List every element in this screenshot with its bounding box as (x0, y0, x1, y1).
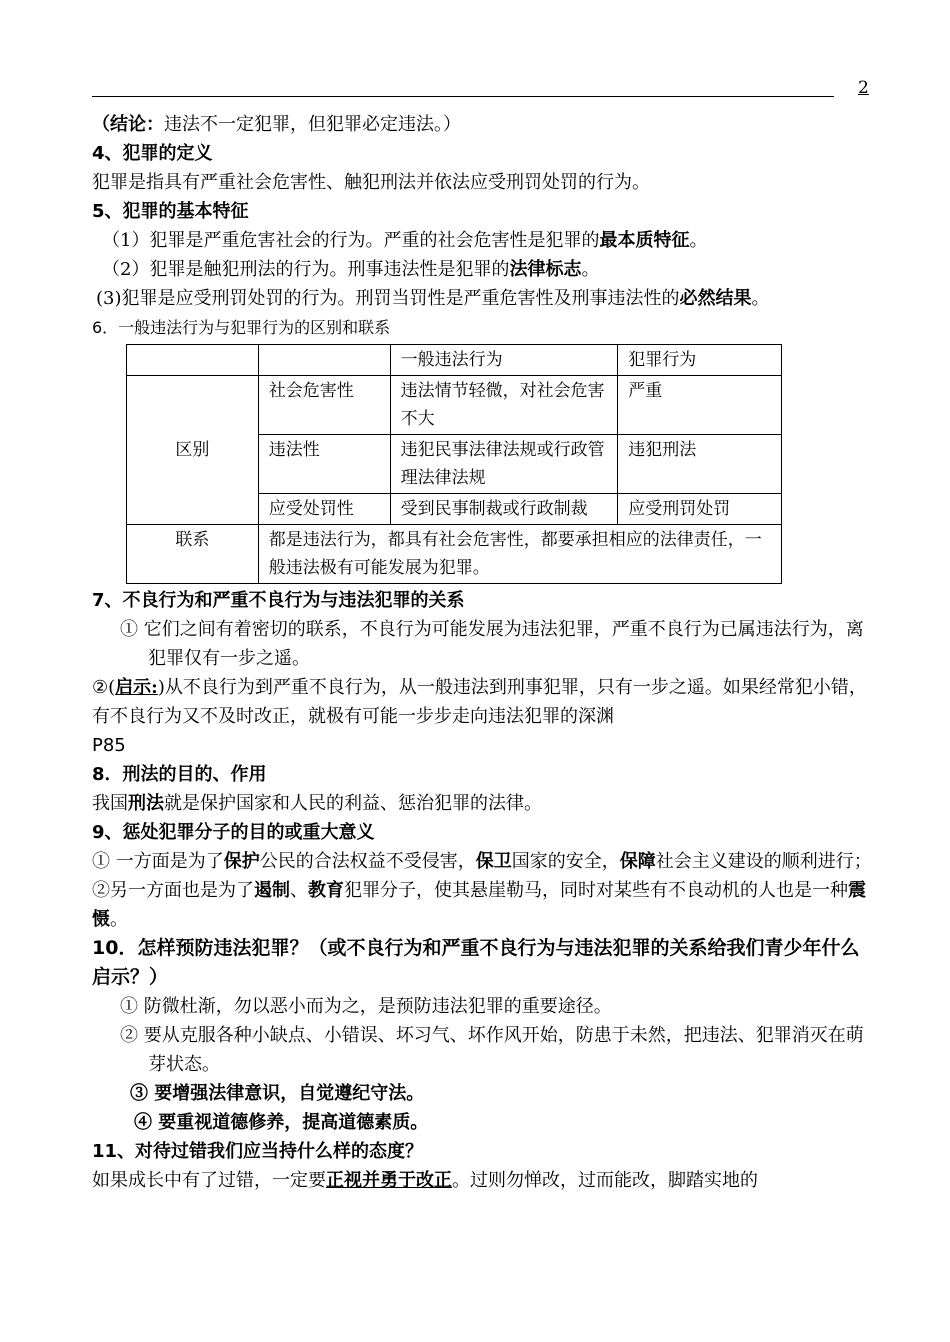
general-cell: 违犯民事法律法规或行政管理法律法规 (390, 435, 618, 494)
section-10-point-1: ① 防微杜渐，勿以恶小而为之，是预防违法犯罪的重要途径。 (120, 996, 612, 1017)
section-7-title: 7、不良行为和严重不良行为与违法犯罪的关系 (92, 590, 465, 611)
section-8-title: 8．刑法的目的、作用 (92, 764, 267, 785)
crime-cell: 严重 (618, 376, 782, 435)
section-10-point-3: ③ 要增强法律意识，自觉遵纪守法。 (130, 1083, 425, 1104)
col-general: 一般违法行为 (390, 345, 618, 376)
aspect-cell: 社会危害性 (258, 376, 390, 435)
page-number: 2 (858, 78, 869, 98)
section-9-title: 9、惩处犯罪分子的目的或重大意义 (92, 822, 375, 843)
section-10-point-2: ② 要从克服各种小缺点、小错误、坏习气、坏作风开始，防患于未然，把违法、犯罪消灭在萌芽状态。 (120, 1025, 864, 1075)
comparison-table (126, 344, 782, 584)
section-7-point-2: ②(启示:)从不良行为到严重不良行为，从一般违法到刑事犯罪，只有一步之遥。如果经常犯小错，有不良行为又不及时改正，就极有可能一步步走向违法犯罪的深渊 P85 (92, 677, 867, 756)
header-rule (92, 96, 834, 97)
document-body (92, 110, 872, 1195)
section-4-title: 4、犯罪的定义 (92, 143, 213, 164)
table-row-link (127, 525, 782, 584)
section-11-title: 11、对待过错我们应当持什么样的态度？ (92, 1141, 424, 1162)
col-crime: 犯罪行为 (618, 345, 782, 376)
section-8-text: 我国刑法就是保护国家和人民的利益、惩治犯罪的法律。 (92, 793, 542, 814)
section-7-point-1: ① 它们之间有着密切的联系，不良行为可能发展为违法犯罪，严重不良行为已属违法行为，离犯罪仅有一步之遥。 (120, 619, 864, 669)
section-5-title: 5、犯罪的基本特征 (92, 201, 249, 222)
general-cell: 受到民事制裁或行政制裁 (390, 494, 618, 525)
feature-1: （1）犯罪是严重危害社会的行为。严重的社会危害性是犯罪的最本质特征。 (102, 230, 708, 251)
insight-label: 启示: (115, 677, 158, 698)
aspect-cell: 违法性 (258, 435, 390, 494)
section-10-title: 10．怎样预防违法犯罪？（或不良行为和严重不良行为与违法犯罪的关系给我们青少年什么启示？） (92, 937, 860, 988)
diff-label: 区别 (127, 376, 259, 525)
section-10-point-4: ④ 要重视道德修养，提高道德素质。 (134, 1112, 429, 1133)
section-9-text: ① 一方面是为了保护公民的合法权益不受侵害，保卫国家的安全，保障社会主义建设的顺利进行；②另一方面也是为了遏制、教育犯罪分子，使其悬崖勒马，同时对某些有不良动机的人也是一种震慑。 (92, 851, 872, 930)
aspect-cell: 应受处罚性 (258, 494, 390, 525)
feature-3: (3)犯罪是应受刑罚处罚的行为。刑罚当罚性是严重危害性及刑事违法性的必然结果。 (96, 288, 770, 309)
link-text: 都是违法行为，都具有社会危害性，都要承担相应的法律责任，一般违法极有可能发展为犯罪。 (258, 525, 781, 584)
feature-2: （2）犯罪是触犯刑法的行为。刑事违法性是犯罪的法律标志。 (102, 259, 600, 280)
conclusion-label: 结论： (110, 114, 164, 135)
page-reference: P85 (92, 735, 126, 756)
conclusion: （结论：违法不一定犯罪，但犯罪必定违法。） (92, 114, 461, 135)
general-cell: 违法情节轻微，对社会危害不大 (390, 376, 618, 435)
section-11-text: 如果成长中有了过错，一定要正视并勇于改正。过则勿惮改，过而能改，脚踏实地的 (92, 1170, 758, 1191)
crime-cell: 违犯刑法 (618, 435, 782, 494)
crime-cell: 应受刑罚处罚 (618, 494, 782, 525)
conclusion-text: 违法不一定犯罪，但犯罪必定违法。） (164, 114, 461, 135)
link-label: 联系 (127, 525, 259, 584)
table-header-row (127, 345, 782, 376)
table-row (127, 376, 782, 435)
section-4-text: 犯罪是指具有严重社会危害性、触犯刑法并依法应受刑罚处罚的行为。 (92, 172, 650, 193)
section-6-title: 6．一般违法行为与犯罪行为的区别和联系 (92, 318, 391, 337)
